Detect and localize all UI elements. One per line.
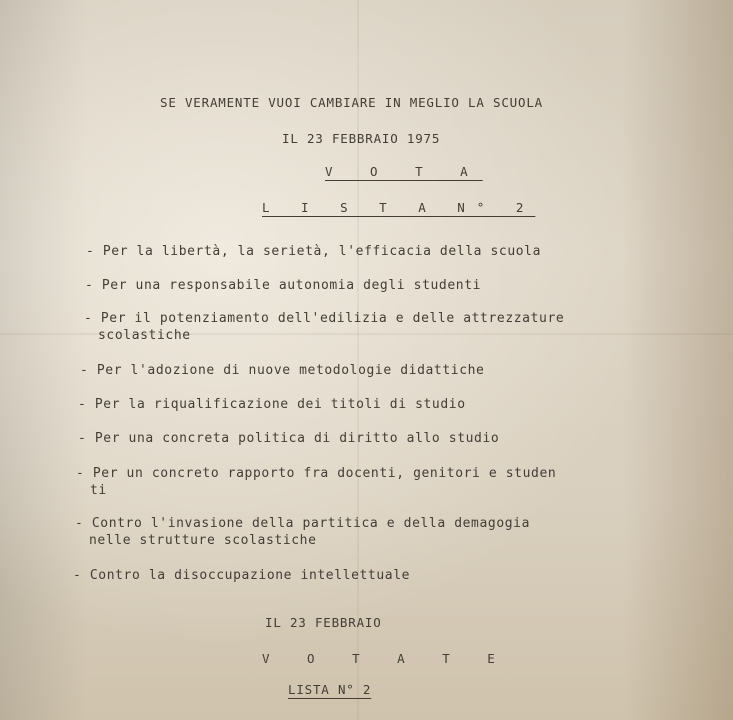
list-item [85, 277, 481, 294]
header-list-number: L I S T A N° 2 [262, 200, 536, 215]
list-item-text: - Contro l'invasione della partitica e della demagogia [75, 516, 531, 531]
list-item-text: - Per un concreto rapporto fra docenti, genitori e studen [76, 466, 557, 481]
list-item [78, 396, 466, 413]
list-item [75, 515, 530, 549]
list-item-text: - Per la libertà, la serietà, l'efficacia della scuola [86, 244, 542, 259]
list-item-text: - Per una responsabile autonomia degli studenti [85, 278, 482, 293]
list-item [73, 567, 410, 584]
footer-list-number: LISTA N° 2 [288, 682, 372, 697]
footer-date: IL 23 FEBBRAIO [265, 615, 382, 630]
list-item [76, 465, 556, 499]
list-item-continuation: ti [90, 483, 107, 498]
list-item-text: - Per l'adozione di nuove metodologie didattiche [80, 363, 485, 378]
list-item-text: - Per la riqualificazione dei titoli di studio [78, 397, 466, 412]
list-item [86, 243, 541, 260]
header-date: IL 23 FEBBRAIO 1975 [282, 131, 441, 146]
list-item-text: - Contro la disoccupazione intellettuale [73, 568, 411, 583]
header-title: SE VERAMENTE VUOI CAMBIARE IN MEGLIO LA SCUOLA [160, 95, 543, 110]
list-item [84, 310, 564, 344]
header-vote: V O T A [325, 164, 483, 179]
list-item-continuation: scolastiche [98, 328, 191, 343]
list-item-text: - Per una concreta politica di diritto allo studio [78, 431, 500, 446]
list-item-text: - Per il potenziamento dell'edilizia e delle attrezzature [84, 311, 565, 326]
footer-vote: V O T A T E [262, 651, 510, 666]
list-item [80, 362, 484, 379]
list-item [78, 430, 499, 447]
list-item-continuation: nelle strutture scolastiche [89, 533, 317, 548]
